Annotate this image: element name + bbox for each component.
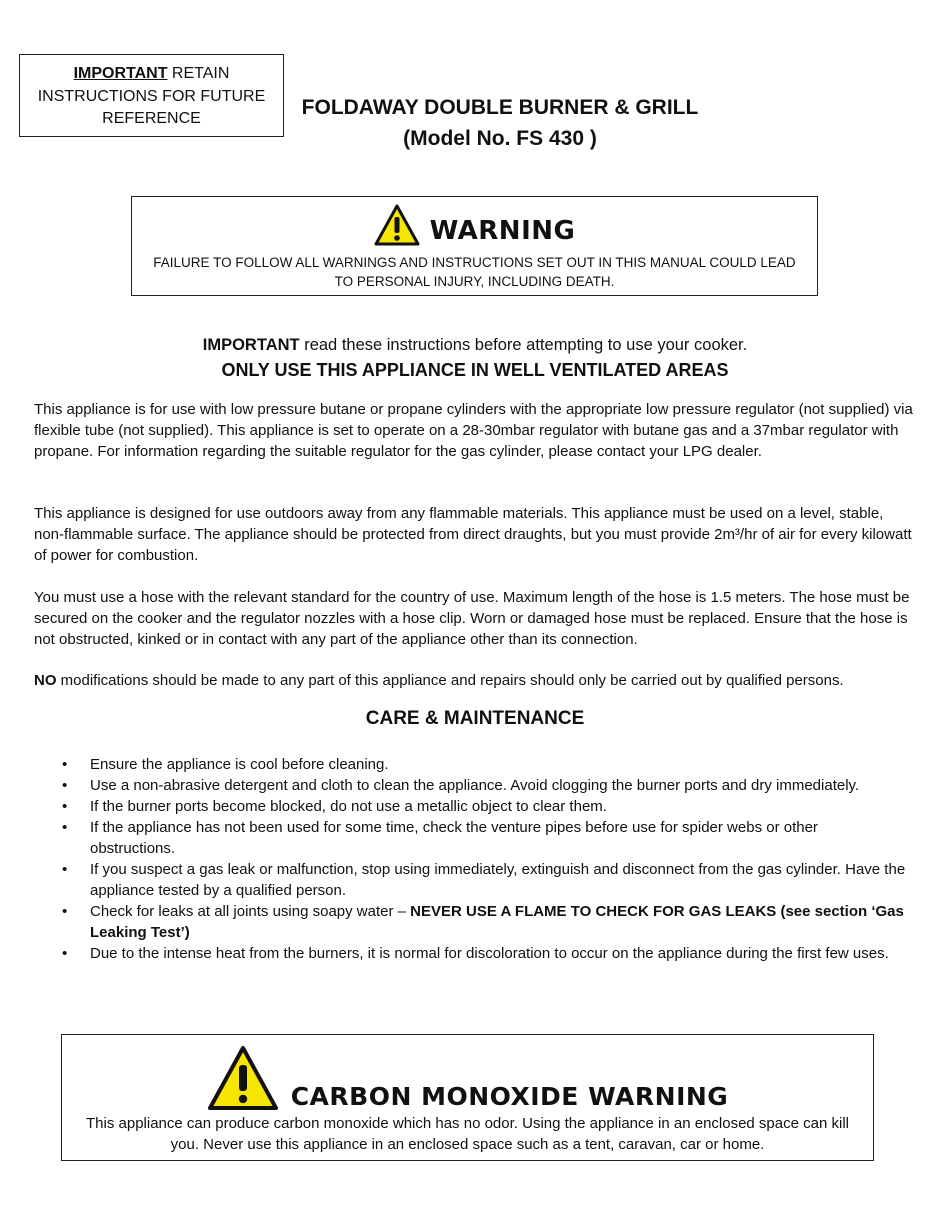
warning-box: [131, 196, 818, 296]
page-title: [290, 92, 710, 154]
paragraph-modifications: [34, 670, 914, 691]
list-item: • If the appliance has not been used for some time, check the venture pipes before use for spider webs or other obstructions.: [62, 817, 907, 859]
important-notice: [0, 336, 950, 355]
modifications-bold: NO: [34, 672, 57, 689]
paragraph-outdoors: This appliance is designed for use outdoors away from any flammable materials. This appliance must be used on a level, stable, non-flammable surface. The appliance should be protected from direct draughts, but you must provide 2m³/hr of air for every kilowatt of power for combustion.: [34, 505, 912, 564]
list-item: • If you suspect a gas leak or malfunction, stop using immediately, extinguish and disconnect from the gas cylinder. Have the appliance tested by a qualified person.: [62, 859, 907, 901]
carbon-monoxide-warning-box: [61, 1034, 874, 1161]
list-item: [62, 901, 907, 943]
co-heading: CARBON MONOXIDE WARNING: [290, 1082, 729, 1111]
list-item: • If the burner ports become blocked, do not use a metallic object to clear them.: [62, 796, 907, 817]
list-item: • Due to the intense heat from the burners, it is normal for discoloration to occur on the appliance during the first few uses.: [62, 943, 907, 964]
warning-triangle-icon: [374, 204, 420, 246]
co-text: This appliance can produce carbon monoxide which has no odor. Using the appliance in an enclosed space can kill you. Never use this appliance in an enclosed space such as a tent, caravan, car or home.: [86, 1115, 849, 1153]
retain-emphasis: IMPORTANT: [73, 65, 168, 82]
paragraph-hose: You must use a hose with the relevant standard for the country of use. Maximum length of the hose is 1.5 meters. The hose must be secured on the cooker and the regulator nozzles with a hose clip. Worn or damaged hose must be replaced. Ensure that the hose is not obstructed, kinked or in contact with any part of the appliance other than its connection.: [34, 589, 910, 648]
ventilation-heading: ONLY USE THIS APPLIANCE IN WELL VENTILATED AREAS: [221, 360, 729, 380]
leak-check-text: Check for leaks at all joints using soapy water –: [90, 903, 411, 920]
title-line-2: (Model No. FS 430 ): [403, 127, 597, 150]
important-rest: read these instructions before attempting to use your cooker.: [299, 336, 748, 354]
paragraph-regulator: This appliance is for use with low pressure butane or propane cylinders with the appropriate low pressure regulator (not supplied) via flexible tube (not supplied). This appliance is set to operate on a 28-30mbar regulator with butane gas and a 37mbar regulator with propane. For information regarding the suitable regulator for the gas cylinder, please contact your LPG dealer.: [34, 401, 913, 460]
title-line-1: FOLDAWAY DOUBLE BURNER & GRILL: [301, 96, 699, 119]
co-heading-row: [62, 1039, 873, 1111]
retain-line-2: INSTRUCTIONS FOR FUTURE: [37, 87, 266, 105]
warning-heading-row: [132, 203, 817, 247]
warning-heading: WARNING: [429, 216, 576, 246]
modifications-rest: modifications should be made to any part of this appliance and repairs should only be carried out by qualified persons.: [56, 672, 844, 689]
retain-instructions-box: [19, 54, 284, 137]
warning-triangle-icon: [207, 1045, 279, 1111]
warning-text: FAILURE TO FOLLOW ALL WARNINGS AND INSTRUCTIONS SET OUT IN THIS MANUAL COULD LEAD TO PERSONAL INJURY, INCLUDING DEATH.: [153, 255, 796, 289]
retain-line-1: [20, 63, 283, 86]
care-list: [62, 754, 907, 964]
list-item: • Ensure the appliance is cool before cleaning.: [62, 754, 907, 775]
important-bold: IMPORTANT: [202, 336, 300, 354]
list-item: • Use a non-abrasive detergent and cloth to clean the appliance. Avoid clogging the burner ports and dry immediately.: [62, 775, 907, 796]
retain-line-3: REFERENCE: [102, 110, 201, 127]
leak-check-warning: NEVER USE A FLAME TO CHECK FOR GAS LEAKS (see section ‘Gas Leaking Test’): [90, 903, 904, 941]
retain-rest: RETAIN: [167, 65, 230, 82]
care-maintenance-heading: CARE & MAINTENANCE: [365, 708, 585, 729]
